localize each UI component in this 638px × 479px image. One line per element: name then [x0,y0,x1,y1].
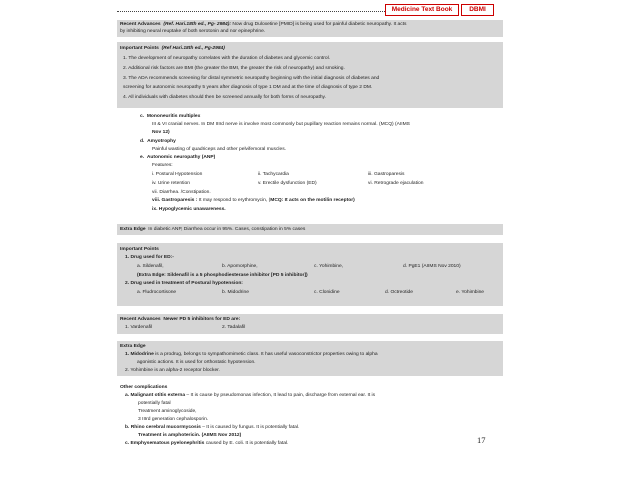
features-label: Features: [152,163,173,168]
midodrine-line1: 1. Midodrine is a prodrug, belongs to sympathomimetic class. It has useful vasoconstrictor properties owing to alpha [125,352,378,357]
item-e-title: e. Autonomic neuropathy (ANP) [140,155,216,160]
feature-iii: iii. Gastroparesis [368,172,405,177]
important-point-3: 3. The ADA recommends screening for distal symmetric neuropathy beginning with the initial diagnosis of diabetes and [123,76,380,81]
feature-vii: vii. Diarrhea. /Constipation. [152,190,211,195]
important-point-2: 2. Additional risk factors are BMI (the greater the BMI, the greater the risk of neuropathy) and smoking. [123,66,345,71]
pd5-item-2: 2. Tadalafil [222,325,246,330]
item-c-line2: Nov 12) [152,130,170,135]
feature-ix: ix. Hypoglycemic unawareness. [152,207,226,212]
page-header [117,4,514,16]
header-book-title: Medicine Text Book [385,4,459,16]
important-point-4: 4. All individuals with diabetes should then be screened annually for both forms of neuropathy. [123,95,326,100]
other-complications-heading: Other complications [120,385,168,390]
feature-i: i. Postural Hypotension [152,172,203,177]
drug-ph-b: b. Midodrine [222,290,249,295]
important-point-1: 1. The development of neuropathy correlates with the duration of diabetes and glycemic control. [123,56,331,61]
item-d-title: d. Amyotrophy [140,139,176,144]
important-points-1-heading: Important Points (Ref Hari.18th ed., Pg-2984) [120,46,225,51]
important-points-2-heading: Important Points [120,247,159,252]
recent-advances-2-heading: Recent Advances Newer PD 5 inhibitors for ED are: [120,317,241,322]
drug-ed-d: d. PgE1 (AIIMS Nov 2010) [403,264,461,269]
extra-edge-2-heading: Extra Edge [120,344,146,349]
drug-ph-d: d. Octreotide [385,290,413,295]
complication-b-line2: Treatment is amphotericin. (AIIMS Nov 2012) [138,433,242,438]
header-brand: DBMI [461,4,494,16]
page-number: 17 [477,435,486,445]
complication-a-line1: a. Malignant otitis externa – It is cause by pseudomonas infection, It lead to pain, discharge from external ear. It is [125,393,376,398]
item-c-line1: III & VI cranial nerves. In DM IIIrd nerve is involve most commonly but pupillary reaction remains normal. (MCQ) (AIIMS [152,122,410,127]
item-d-line: Painful wasting of quadriceps and other pelvifemoral muscles. [152,147,287,152]
complication-c-line1: c. Emphysematous pyelonephritis caused by E. coli. It is potentially fatal. [125,441,289,446]
complication-a-line3: Treatment aminoglycoside, [138,409,197,414]
drug-ph-a: a. Fludrocortisone [137,290,177,295]
feature-vi: vi. Retrograde ejaculation [368,181,424,186]
drug-ed-c: c. Yohimbine, [314,264,344,269]
feature-iv: iv. Urine retention [152,181,190,186]
recent-advances-1-line2: by inhibiting neural reuptake of both serotonin and nor epinephrine. [120,29,266,34]
recent-advances-1-line1: Recent Advances (Ref. Hari.18th ed., Pg- 2984): Now drug Duloxetine [PMID] is being used for painful diabetic neuropathy. It acts [120,22,407,27]
drug-ed-a: a. Sildenafil, [137,264,164,269]
midodrine-line2: agonistic actions. It is used for orthostatic hypotension. [137,360,256,365]
pd5-item-1: 1. Vardenafil [125,325,153,330]
header-dotted-rule [117,11,385,12]
drug-ed-b: b. Apomorphine, [222,264,258,269]
postural-hypotension-heading: 2. Drug used in treatment of Postural hypotension: [125,281,243,286]
complication-a-line4: 3 IIIrd generation cephalosporin. [138,417,209,422]
complication-a-line2: potentially fatal [138,401,171,406]
feature-viii: viii. Gastroparesis : It may respond to erythromycin, (MCQ: It acts on the motilin receptor) [152,198,355,203]
drug-ph-c: c. Clonidine [314,290,340,295]
sildenafil-extra-edge: (Extra Edge: Sildenafil is a 5 phosphodiesterase inhibitor [PD 5 inhibitor]) [137,273,308,278]
extra-edge-1-text: Extra Edge In diabetic ANP, Diarrhea occur in 95%. Cases, constipation in 5% cases [120,227,306,232]
item-c-title: c. Mononeuritis multiplex [140,114,201,119]
drug-ed-heading: 1. Drug used for ED:- [125,255,174,260]
yohimbine-line: 2. Yohimbine is an alpha-2 receptor blocker. [125,368,220,373]
important-point-3-cont: screening for autonomic neuropathy 5 years after diagnosis of type 1 DM and at the time of diagnosis of type 2 DM. [123,85,373,90]
complication-b-line1: b. Rhino cerebral mucormycosis – It is caused by fungus. It is potentially fatal. [125,425,300,430]
feature-v: v. Erectile dysfunction (ED) [258,181,317,186]
feature-ii: ii. Tachycardia [258,172,289,177]
drug-ph-e: e. Yohimbine [456,290,485,295]
